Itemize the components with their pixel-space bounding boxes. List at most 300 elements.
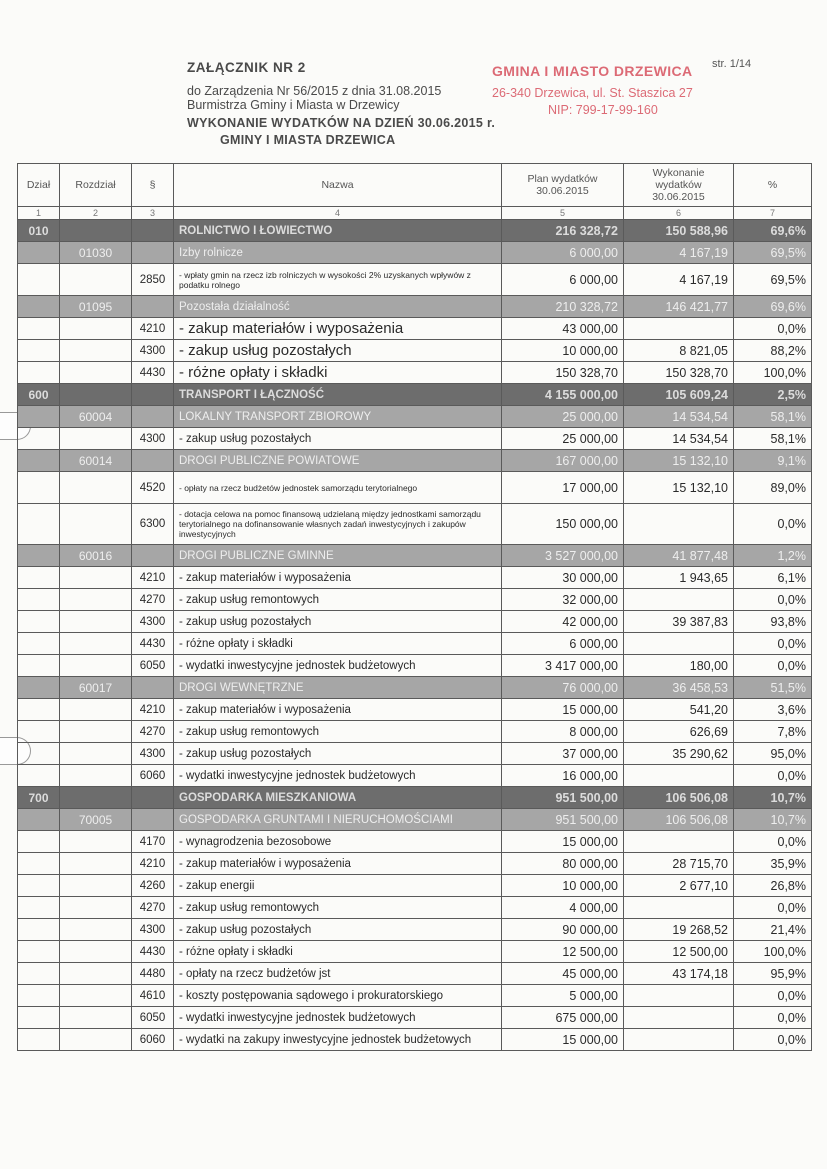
- dzial-cell: [18, 1007, 60, 1029]
- description-cell: Pozostała działalność: [174, 296, 502, 318]
- table-row: [18, 655, 812, 677]
- chapter-row: [18, 545, 812, 567]
- percent-cell: 10,7%: [734, 809, 812, 831]
- rozdzial-cell: [60, 875, 132, 897]
- header-dzial: Dział: [18, 164, 60, 207]
- rozdzial-cell: [60, 743, 132, 765]
- paragraph-cell: [132, 677, 174, 699]
- description-cell: - zakup energii: [174, 875, 502, 897]
- description-cell: - różne opłaty i składki: [174, 941, 502, 963]
- plan-amount-cell: 3 527 000,00: [502, 545, 624, 567]
- header-rozdzial: Rozdział: [60, 164, 132, 207]
- percent-cell: 35,9%: [734, 853, 812, 875]
- header-percent: %: [734, 164, 812, 207]
- percent-cell: 0,0%: [734, 831, 812, 853]
- percent-cell: 0,0%: [734, 985, 812, 1007]
- description-cell: DROGI PUBLICZNE POWIATOWE: [174, 450, 502, 472]
- percent-cell: 9,1%: [734, 450, 812, 472]
- executed-amount-cell: 28 715,70: [624, 853, 734, 875]
- table-row: [18, 985, 812, 1007]
- paragraph-cell: [132, 545, 174, 567]
- paragraph-cell: [132, 406, 174, 428]
- paragraph-cell: 4300: [132, 743, 174, 765]
- plan-amount-cell: 951 500,00: [502, 809, 624, 831]
- rozdzial-cell: [60, 963, 132, 985]
- chapter-row: [18, 296, 812, 318]
- column-number: 5: [502, 207, 624, 220]
- paragraph-cell: 4210: [132, 318, 174, 340]
- rozdzial-cell: [60, 1007, 132, 1029]
- plan-amount-cell: 951 500,00: [502, 787, 624, 809]
- header-plan: Plan wydatków 30.06.2015: [502, 164, 624, 207]
- plan-amount-cell: 90 000,00: [502, 919, 624, 941]
- description-cell: - wynagrodzenia bezosobowe: [174, 831, 502, 853]
- percent-cell: 0,0%: [734, 1029, 812, 1051]
- dzial-cell: [18, 340, 60, 362]
- rozdzial-cell: 01030: [60, 242, 132, 264]
- percent-cell: 95,9%: [734, 963, 812, 985]
- paragraph-cell: 6060: [132, 1029, 174, 1051]
- section-row: [18, 787, 812, 809]
- dzial-cell: [18, 362, 60, 384]
- plan-amount-cell: 3 417 000,00: [502, 655, 624, 677]
- percent-cell: 6,1%: [734, 567, 812, 589]
- paragraph-cell: 6060: [132, 765, 174, 787]
- paragraph-cell: 4300: [132, 919, 174, 941]
- dzial-cell: [18, 504, 60, 545]
- plan-amount-cell: 15 000,00: [502, 699, 624, 721]
- percent-cell: 0,0%: [734, 1007, 812, 1029]
- rozdzial-cell: [60, 472, 132, 504]
- paragraph-cell: 6050: [132, 655, 174, 677]
- table-row: [18, 699, 812, 721]
- plan-amount-cell: 12 500,00: [502, 941, 624, 963]
- executed-amount-cell: [624, 1029, 734, 1051]
- table-row: [18, 743, 812, 765]
- dzial-cell: [18, 428, 60, 450]
- executed-amount-cell: [624, 831, 734, 853]
- header-opis: Nazwa: [174, 164, 502, 207]
- rozdzial-cell: [60, 721, 132, 743]
- percent-cell: 0,0%: [734, 633, 812, 655]
- dzial-cell: [18, 853, 60, 875]
- table-body: [18, 220, 812, 1051]
- paragraph-cell: 4300: [132, 611, 174, 633]
- executed-amount-cell: 4 167,19: [624, 242, 734, 264]
- percent-cell: 0,0%: [734, 504, 812, 545]
- paragraph-cell: 4260: [132, 875, 174, 897]
- paragraph-cell: [132, 384, 174, 406]
- table-row: [18, 897, 812, 919]
- table-row: [18, 318, 812, 340]
- percent-cell: 2,5%: [734, 384, 812, 406]
- description-cell: - zakup usług remontowych: [174, 589, 502, 611]
- paragraph-cell: [132, 809, 174, 831]
- percent-cell: 95,0%: [734, 743, 812, 765]
- column-number-row: [18, 207, 812, 220]
- description-cell: Izby rolnicze: [174, 242, 502, 264]
- rozdzial-cell: [60, 787, 132, 809]
- paragraph-cell: 4210: [132, 699, 174, 721]
- annex-title: ZAŁĄCZNIK NR 2: [187, 60, 306, 75]
- table-row: [18, 919, 812, 941]
- description-cell: - wydatki inwestycyjne jednostek budżetowych: [174, 1007, 502, 1029]
- plan-amount-cell: 10 000,00: [502, 875, 624, 897]
- rozdzial-cell: 60016: [60, 545, 132, 567]
- rozdzial-cell: 70005: [60, 809, 132, 831]
- plan-amount-cell: 15 000,00: [502, 1029, 624, 1051]
- plan-amount-cell: 30 000,00: [502, 567, 624, 589]
- plan-amount-cell: 17 000,00: [502, 472, 624, 504]
- dzial-cell: 600: [18, 384, 60, 406]
- executed-amount-cell: 105 609,24: [624, 384, 734, 406]
- description-cell: - zakup materiałów i wyposażenia: [174, 567, 502, 589]
- dzial-cell: [18, 567, 60, 589]
- executed-amount-cell: 150 588,96: [624, 220, 734, 242]
- executed-amount-cell: [624, 985, 734, 1007]
- issuer-line: Burmistrza Gminy i Miasta w Drzewicy: [187, 98, 400, 112]
- description-cell: TRANSPORT I ŁĄCZNOŚĆ: [174, 384, 502, 406]
- executed-amount-cell: 180,00: [624, 655, 734, 677]
- rozdzial-cell: [60, 633, 132, 655]
- dzial-cell: [18, 941, 60, 963]
- header-wykonanie: Wykonanie wydatków 30.06.2015: [624, 164, 734, 207]
- dzial-cell: [18, 699, 60, 721]
- executed-amount-cell: [624, 633, 734, 655]
- dzial-cell: [18, 875, 60, 897]
- table-row: [18, 941, 812, 963]
- executed-amount-cell: [624, 765, 734, 787]
- rozdzial-cell: 01095: [60, 296, 132, 318]
- plan-amount-cell: 210 328,72: [502, 296, 624, 318]
- plan-amount-cell: 45 000,00: [502, 963, 624, 985]
- paragraph-cell: 4210: [132, 567, 174, 589]
- paragraph-cell: 4270: [132, 589, 174, 611]
- executed-amount-cell: 4 167,19: [624, 264, 734, 296]
- description-cell: - opłaty na rzecz budżetów jst: [174, 963, 502, 985]
- table-row: [18, 504, 812, 545]
- rozdzial-cell: [60, 897, 132, 919]
- dzial-cell: [18, 450, 60, 472]
- table-header-row: [18, 164, 812, 207]
- dzial-cell: [18, 963, 60, 985]
- rozdzial-cell: [60, 831, 132, 853]
- percent-cell: 21,4%: [734, 919, 812, 941]
- executed-amount-cell: [624, 318, 734, 340]
- paragraph-cell: 4430: [132, 362, 174, 384]
- column-number: 7: [734, 207, 812, 220]
- office-stamp-address: 26-340 Drzewica, ul. St. Staszica 27: [492, 86, 693, 100]
- rozdzial-cell: [60, 384, 132, 406]
- plan-amount-cell: 25 000,00: [502, 428, 624, 450]
- description-cell: DROGI WEWNĘTRZNE: [174, 677, 502, 699]
- plan-amount-cell: 8 000,00: [502, 721, 624, 743]
- percent-cell: 0,0%: [734, 655, 812, 677]
- rozdzial-cell: [60, 655, 132, 677]
- description-cell: - różne opłaty i składki: [174, 633, 502, 655]
- description-cell: - dotacja celowa na pomoc finansową udzielaną między jednostkami samorządu terytorialnego na dofinansowanie własnych zadań inwestycyjnych i zakupów inwestycyjnych: [174, 504, 502, 545]
- percent-cell: 1,2%: [734, 545, 812, 567]
- rozdzial-cell: [60, 589, 132, 611]
- description-cell: - zakup usług remontowych: [174, 897, 502, 919]
- percent-cell: 10,7%: [734, 787, 812, 809]
- paragraph-cell: [132, 220, 174, 242]
- table-row: [18, 362, 812, 384]
- chapter-row: [18, 677, 812, 699]
- table-row: [18, 633, 812, 655]
- executed-amount-cell: 106 506,08: [624, 787, 734, 809]
- paragraph-cell: 6050: [132, 1007, 174, 1029]
- paragraph-cell: 4430: [132, 633, 174, 655]
- percent-cell: 100,0%: [734, 362, 812, 384]
- description-cell: DROGI PUBLICZNE GMINNE: [174, 545, 502, 567]
- paragraph-cell: [132, 296, 174, 318]
- dzial-cell: [18, 765, 60, 787]
- rozdzial-cell: [60, 264, 132, 296]
- description-cell: - zakup usług pozostałych: [174, 428, 502, 450]
- rozdzial-cell: [60, 567, 132, 589]
- dzial-cell: [18, 296, 60, 318]
- chapter-row: [18, 809, 812, 831]
- executed-amount-cell: 150 328,70: [624, 362, 734, 384]
- percent-cell: 0,0%: [734, 765, 812, 787]
- rozdzial-cell: [60, 611, 132, 633]
- percent-cell: 69,6%: [734, 296, 812, 318]
- table-row: [18, 831, 812, 853]
- column-number: 2: [60, 207, 132, 220]
- dzial-cell: [18, 655, 60, 677]
- rozdzial-cell: [60, 340, 132, 362]
- report-title: WYKONANIE WYDATKÓW NA DZIEŃ 30.06.2015 r.: [187, 116, 496, 130]
- executed-amount-cell: 12 500,00: [624, 941, 734, 963]
- ordinance-reference: do Zarządzenia Nr 56/2015 z dnia 31.08.2015: [187, 84, 442, 98]
- executed-amount-cell: 43 174,18: [624, 963, 734, 985]
- executed-amount-cell: [624, 504, 734, 545]
- page-number: str. 1/14: [712, 58, 752, 70]
- paragraph-cell: 4300: [132, 340, 174, 362]
- column-number: 3: [132, 207, 174, 220]
- chapter-row: [18, 450, 812, 472]
- table-row: [18, 721, 812, 743]
- expenditure-table: [17, 163, 812, 1051]
- percent-cell: 89,0%: [734, 472, 812, 504]
- dzial-cell: [18, 472, 60, 504]
- plan-amount-cell: 5 000,00: [502, 985, 624, 1007]
- paragraph-cell: 4430: [132, 941, 174, 963]
- executed-amount-cell: 14 534,54: [624, 406, 734, 428]
- table-row: [18, 264, 812, 296]
- executed-amount-cell: 14 534,54: [624, 428, 734, 450]
- paragraph-cell: 2850: [132, 264, 174, 296]
- plan-amount-cell: 37 000,00: [502, 743, 624, 765]
- percent-cell: 26,8%: [734, 875, 812, 897]
- table-row: [18, 963, 812, 985]
- paragraph-cell: 4210: [132, 853, 174, 875]
- dzial-cell: [18, 1029, 60, 1051]
- description-cell: - wpłaty gmin na rzecz izb rolniczych w wysokości 2% uzyskanych wpływów z podatku rolnego: [174, 264, 502, 296]
- plan-amount-cell: 4 155 000,00: [502, 384, 624, 406]
- percent-cell: 7,8%: [734, 721, 812, 743]
- table-row: [18, 428, 812, 450]
- executed-amount-cell: 36 458,53: [624, 677, 734, 699]
- percent-cell: 0,0%: [734, 318, 812, 340]
- paragraph-cell: 4170: [132, 831, 174, 853]
- paragraph-cell: 4480: [132, 963, 174, 985]
- executed-amount-cell: 15 132,10: [624, 450, 734, 472]
- column-number: 6: [624, 207, 734, 220]
- description-cell: - wydatki na zakupy inwestycyjne jednostek budżetowych: [174, 1029, 502, 1051]
- dzial-cell: [18, 242, 60, 264]
- dzial-cell: [18, 406, 60, 428]
- executed-amount-cell: 626,69: [624, 721, 734, 743]
- description-cell: - zakup materiałów i wyposażenia: [174, 318, 502, 340]
- table-row: [18, 1007, 812, 1029]
- plan-amount-cell: 150 328,70: [502, 362, 624, 384]
- dzial-cell: [18, 919, 60, 941]
- table-row: [18, 853, 812, 875]
- table-row: [18, 765, 812, 787]
- dzial-cell: [18, 318, 60, 340]
- table-row: [18, 340, 812, 362]
- executed-amount-cell: [624, 589, 734, 611]
- rozdzial-cell: [60, 428, 132, 450]
- paragraph-cell: 4520: [132, 472, 174, 504]
- table-row: [18, 875, 812, 897]
- description-cell: - zakup usług pozostałych: [174, 743, 502, 765]
- paragraph-cell: [132, 787, 174, 809]
- description-cell: GOSPODARKA GRUNTAMI I NIERUCHOMOŚCIAMI: [174, 809, 502, 831]
- plan-amount-cell: 675 000,00: [502, 1007, 624, 1029]
- table-row: [18, 589, 812, 611]
- description-cell: - zakup usług pozostałych: [174, 340, 502, 362]
- paragraph-cell: 6300: [132, 504, 174, 545]
- dzial-cell: [18, 897, 60, 919]
- dzial-cell: [18, 677, 60, 699]
- plan-amount-cell: 167 000,00: [502, 450, 624, 472]
- rozdzial-cell: [60, 1029, 132, 1051]
- percent-cell: 58,1%: [734, 428, 812, 450]
- rozdzial-cell: [60, 362, 132, 384]
- plan-amount-cell: 150 000,00: [502, 504, 624, 545]
- column-number: 4: [174, 207, 502, 220]
- dzial-cell: 700: [18, 787, 60, 809]
- dzial-cell: [18, 809, 60, 831]
- dzial-cell: [18, 589, 60, 611]
- rozdzial-cell: [60, 853, 132, 875]
- executed-amount-cell: 35 290,62: [624, 743, 734, 765]
- plan-amount-cell: 6 000,00: [502, 633, 624, 655]
- rozdzial-cell: 60004: [60, 406, 132, 428]
- chapter-row: [18, 406, 812, 428]
- description-cell: - wydatki inwestycyjne jednostek budżetowych: [174, 655, 502, 677]
- percent-cell: 0,0%: [734, 897, 812, 919]
- plan-amount-cell: 25 000,00: [502, 406, 624, 428]
- percent-cell: 100,0%: [734, 941, 812, 963]
- rozdzial-cell: [60, 220, 132, 242]
- table-row: [18, 472, 812, 504]
- description-cell: GOSPODARKA MIESZKANIOWA: [174, 787, 502, 809]
- rozdzial-cell: [60, 919, 132, 941]
- description-cell: - zakup usług remontowych: [174, 721, 502, 743]
- paragraph-cell: [132, 242, 174, 264]
- table-row: [18, 1029, 812, 1051]
- executed-amount-cell: 41 877,48: [624, 545, 734, 567]
- paragraph-cell: [132, 450, 174, 472]
- table-row: [18, 567, 812, 589]
- percent-cell: 93,8%: [734, 611, 812, 633]
- percent-cell: 88,2%: [734, 340, 812, 362]
- plan-amount-cell: 10 000,00: [502, 340, 624, 362]
- description-cell: - koszty postępowania sądowego i prokuratorskiego: [174, 985, 502, 1007]
- office-stamp-name: GMINA I MIASTO DRZEWICA: [492, 63, 693, 79]
- percent-cell: 69,5%: [734, 242, 812, 264]
- description-cell: - zakup materiałów i wyposażenia: [174, 699, 502, 721]
- dzial-cell: [18, 831, 60, 853]
- plan-amount-cell: 42 000,00: [502, 611, 624, 633]
- plan-amount-cell: 6 000,00: [502, 242, 624, 264]
- description-cell: - opłaty na rzecz budżetów jednostek samorządu terytorialnego: [174, 472, 502, 504]
- description-cell: LOKALNY TRANSPORT ZBIOROWY: [174, 406, 502, 428]
- plan-amount-cell: 4 000,00: [502, 897, 624, 919]
- description-cell: - zakup usług pozostałych: [174, 611, 502, 633]
- header-paragraf: §: [132, 164, 174, 207]
- rozdzial-cell: [60, 985, 132, 1007]
- rozdzial-cell: [60, 699, 132, 721]
- plan-amount-cell: 80 000,00: [502, 853, 624, 875]
- percent-cell: 69,5%: [734, 264, 812, 296]
- executed-amount-cell: [624, 1007, 734, 1029]
- rozdzial-cell: [60, 941, 132, 963]
- executed-amount-cell: 1 943,65: [624, 567, 734, 589]
- executed-amount-cell: 39 387,83: [624, 611, 734, 633]
- dzial-cell: [18, 721, 60, 743]
- description-cell: - różne opłaty i składki: [174, 362, 502, 384]
- dzial-cell: [18, 633, 60, 655]
- dzial-cell: 010: [18, 220, 60, 242]
- description-cell: ROLNICTWO I ŁOWIECTWO: [174, 220, 502, 242]
- description-cell: - zakup usług pozostałych: [174, 919, 502, 941]
- dzial-cell: [18, 545, 60, 567]
- description-cell: - zakup materiałów i wyposażenia: [174, 853, 502, 875]
- dzial-cell: [18, 264, 60, 296]
- percent-cell: 51,5%: [734, 677, 812, 699]
- executed-amount-cell: 15 132,10: [624, 472, 734, 504]
- rozdzial-cell: 60017: [60, 677, 132, 699]
- paragraph-cell: 4300: [132, 428, 174, 450]
- paragraph-cell: 4610: [132, 985, 174, 1007]
- executed-amount-cell: 541,20: [624, 699, 734, 721]
- plan-amount-cell: 16 000,00: [502, 765, 624, 787]
- percent-cell: 3,6%: [734, 699, 812, 721]
- plan-amount-cell: 43 000,00: [502, 318, 624, 340]
- percent-cell: 0,0%: [734, 589, 812, 611]
- rozdzial-cell: [60, 318, 132, 340]
- office-stamp-nip: NIP: 799-17-99-160: [548, 103, 658, 117]
- executed-amount-cell: 106 506,08: [624, 809, 734, 831]
- plan-amount-cell: 15 000,00: [502, 831, 624, 853]
- rozdzial-cell: [60, 765, 132, 787]
- plan-amount-cell: 216 328,72: [502, 220, 624, 242]
- paragraph-cell: 4270: [132, 897, 174, 919]
- description-cell: - wydatki inwestycyjne jednostek budżetowych: [174, 765, 502, 787]
- plan-amount-cell: 6 000,00: [502, 264, 624, 296]
- municipality-name: GMINY I MIASTA DRZEWICA: [220, 133, 396, 147]
- percent-cell: 58,1%: [734, 406, 812, 428]
- document-header: [0, 0, 827, 160]
- percent-cell: 69,6%: [734, 220, 812, 242]
- plan-amount-cell: 76 000,00: [502, 677, 624, 699]
- plan-amount-cell: 32 000,00: [502, 589, 624, 611]
